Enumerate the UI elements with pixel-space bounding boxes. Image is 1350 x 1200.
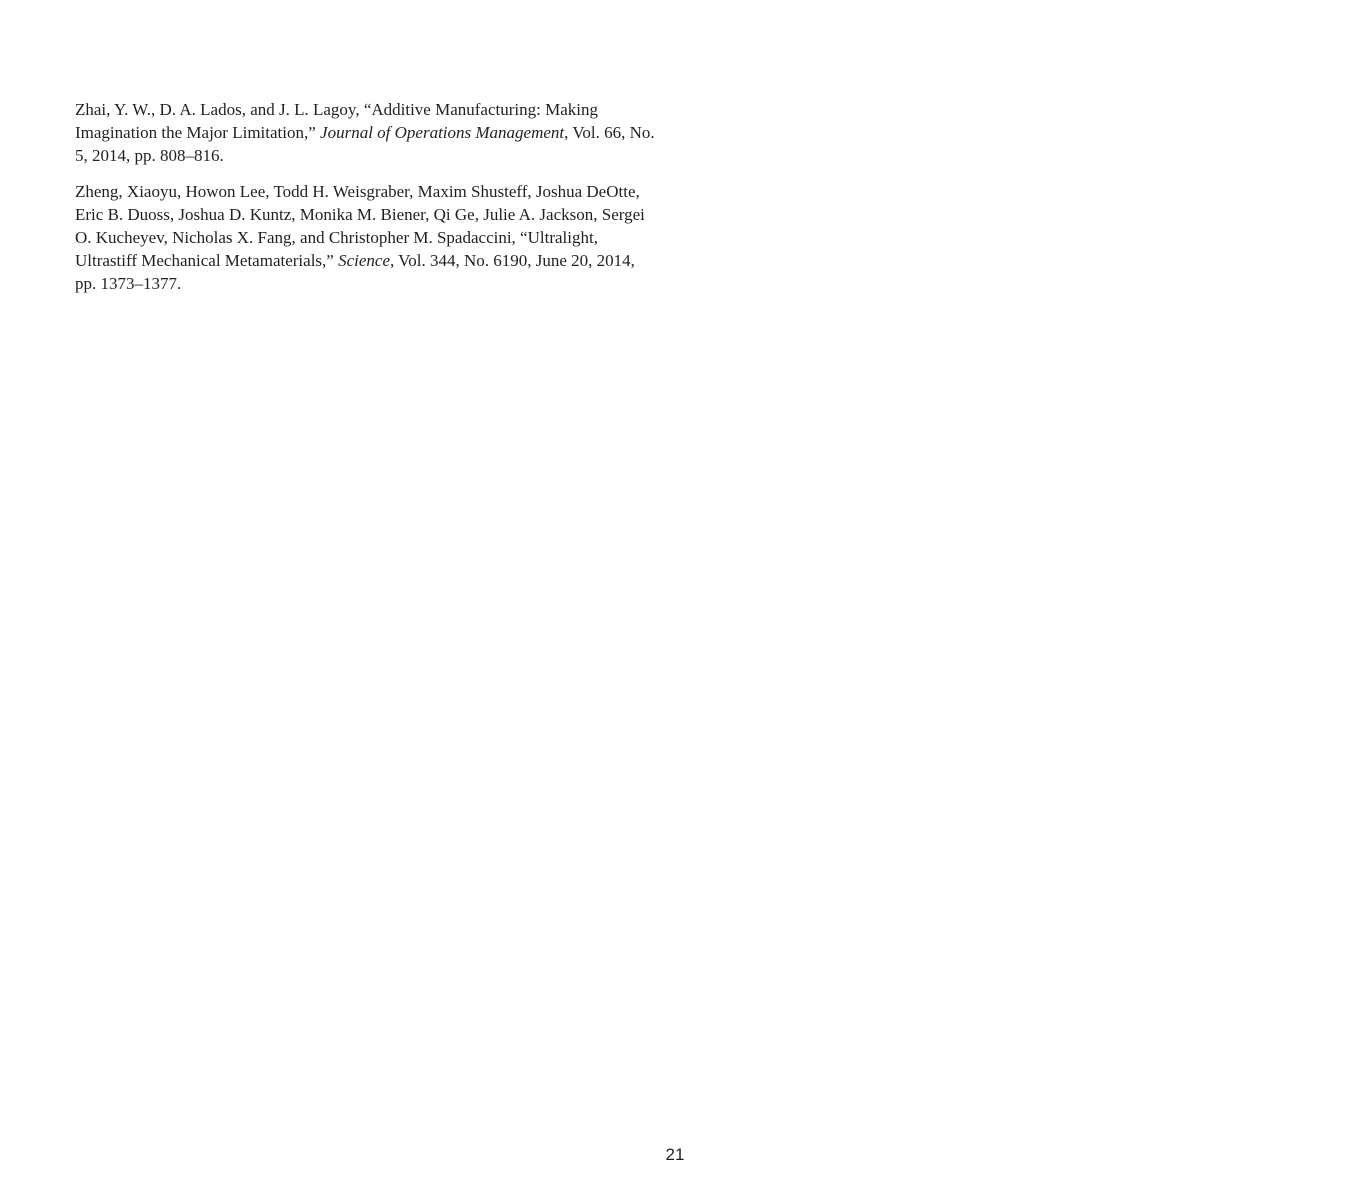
reference-details: , Vol. 66, No. 5, 2014, pp. 808–816. bbox=[75, 123, 655, 165]
reference-text: Zhai, Y. W., D. A. Lados, and J. L. Lagoy, “Additive Manufacturing: Making Imagination the Major Limitation,” bbox=[75, 100, 598, 142]
reference-details: , Vol. 344, No. 6190, June 20, 2014, pp. 1373–1377. bbox=[75, 251, 635, 293]
reference-entry bbox=[75, 98, 655, 167]
reference-entry bbox=[75, 180, 655, 295]
reference-journal: Journal of Operations Management bbox=[320, 123, 565, 142]
reference-journal: Science bbox=[338, 251, 390, 270]
page-number: 21 bbox=[665, 1145, 685, 1164]
reference-text: Zheng, Xiaoyu, Howon Lee, Todd H. Weisgraber, Maxim Shusteff, Joshua DeOtte, Eric B. Duoss, Joshua D. Kuntz, Monika M. Biener, Qi Ge, Julie A. Jackson, Sergei O. Kucheyev, Nicholas X. Fang, and Christopher M. Spadaccini, “Ultralight, Ultrastiff Mechanical Metamaterials,” bbox=[75, 182, 645, 270]
reference-list bbox=[75, 98, 655, 308]
